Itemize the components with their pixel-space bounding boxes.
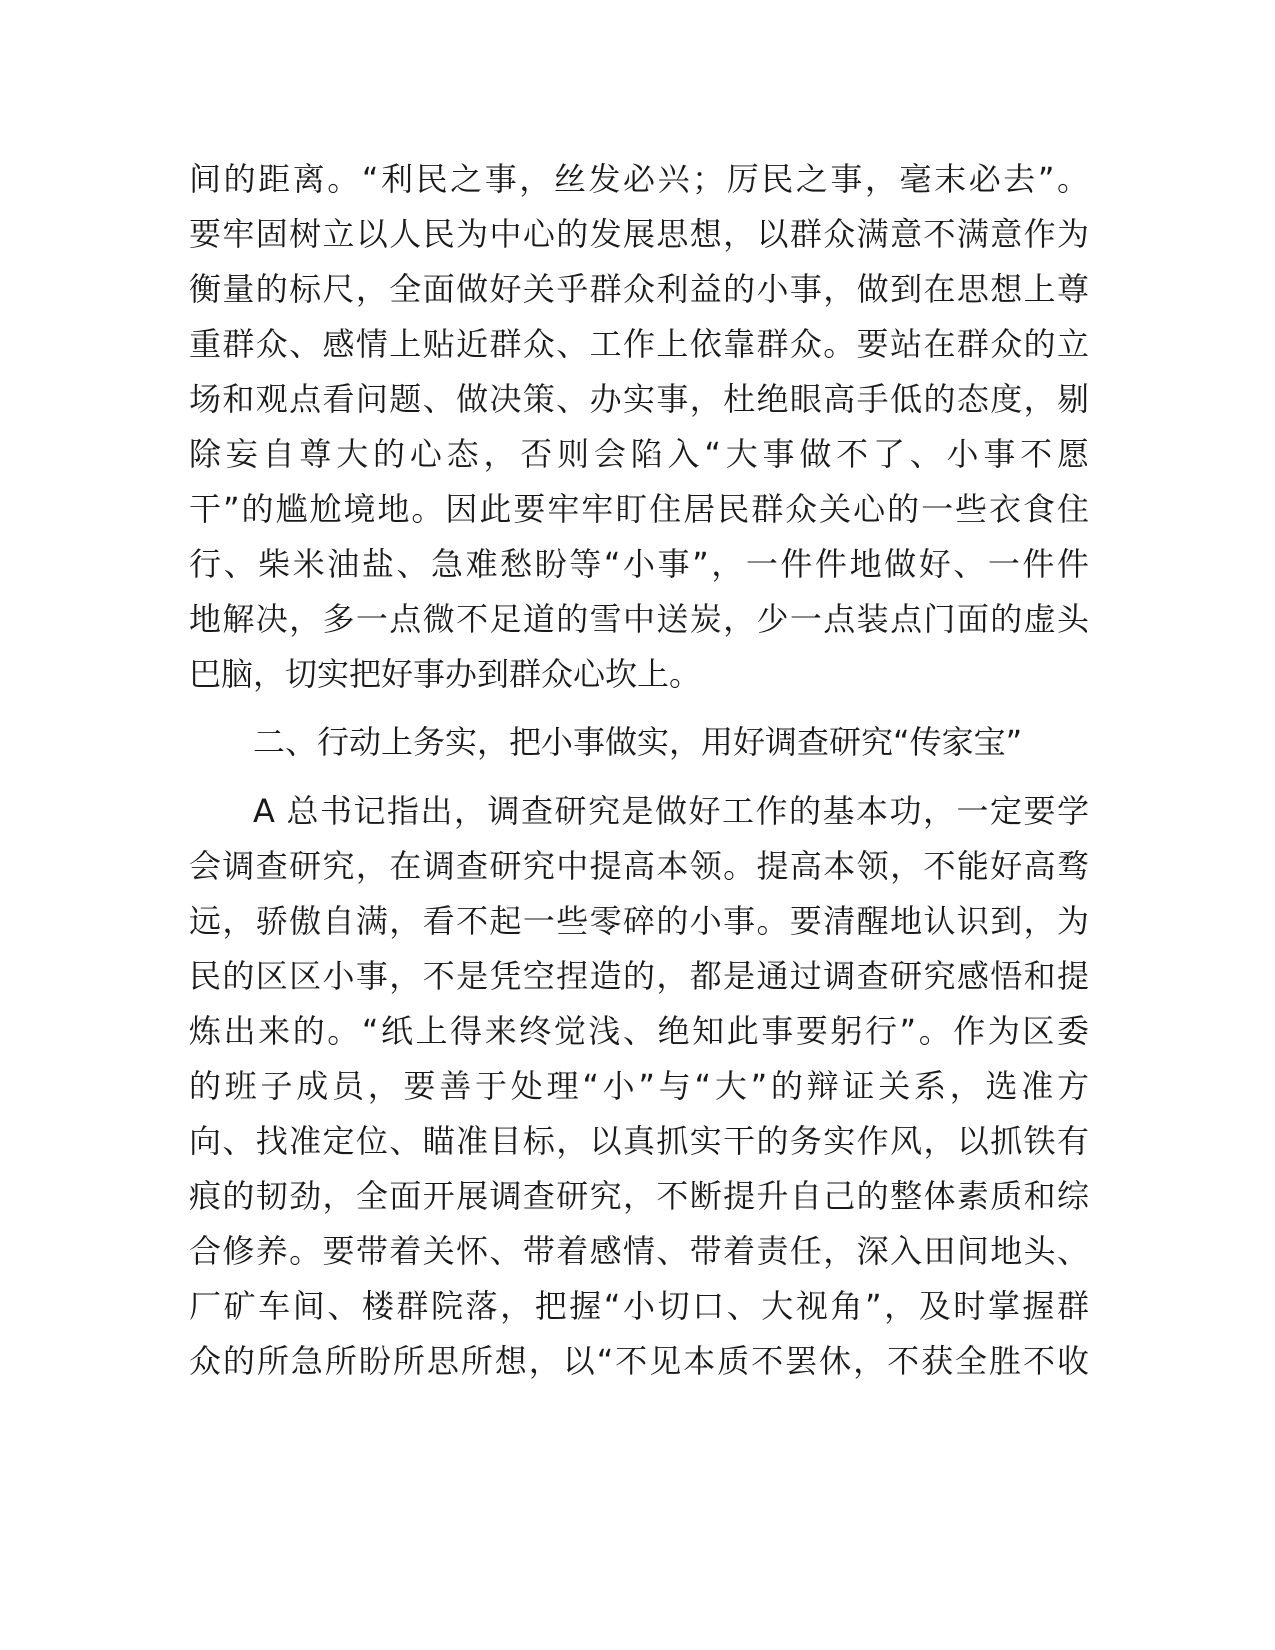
text-line: 炼出来的。“纸上得来终觉浅、绝知此事要躬行”。作为区委 xyxy=(189,1012,1089,1050)
text-line: 痕的韧劲，全面开展调查研究，不断提升自己的整体素质和综 xyxy=(189,1177,1089,1215)
section-heading: 二、行动上务实，把小事做实，用好调查研究“传家宝” xyxy=(253,723,1023,761)
text-line: A 总书记指出，调查研究是做好工作的基本功，一定要学 xyxy=(253,792,1089,830)
text-line: 合修养。要带着关怀、带着感情、带着责任，深入田间地头、 xyxy=(189,1232,1089,1270)
text-line: 间的距离。“利民之事，丝发必兴；厉民之事，毫末必去”。 xyxy=(189,160,1089,198)
text-line: 场和观点看问题、做决策、办实事，杜绝眼高手低的态度，剔 xyxy=(189,380,1089,418)
text-line: 巴脑，切实把好事办到群众心坎上。 xyxy=(189,655,702,693)
text-line: 厂矿车间、楼群院落，把握“小切口、大视角”，及时掌握群 xyxy=(189,1287,1089,1325)
text-line: 要牢固树立以人民为中心的发展思想，以群众满意不满意作为 xyxy=(189,215,1089,253)
text-line: 民的区区小事，不是凭空捏造的，都是通过调查研究感悟和提 xyxy=(189,957,1089,995)
text-line: 重群众、感情上贴近群众、工作上依靠群众。要站在群众的立 xyxy=(189,325,1089,363)
text-line: 行、柴米油盐、急难愁盼等“小事”，一件件地做好、一件件 xyxy=(189,545,1089,583)
text-line: 会调查研究，在调查研究中提高本领。提高本领，不能好高骛 xyxy=(189,847,1089,885)
text-line: 地解决，多一点微不足道的雪中送炭，少一点装点门面的虚头 xyxy=(189,600,1089,638)
text-line: 干”的尴尬境地。因此要牢牢盯住居民群众关心的一些衣食住 xyxy=(189,490,1089,528)
text-line: 众的所急所盼所思所想，以“不见本质不罢休，不获全胜不收 xyxy=(189,1342,1089,1380)
text-line: 远，骄傲自满，看不起一些零碎的小事。要清醒地认识到，为 xyxy=(189,902,1089,940)
text-line: 向、找准定位、瞄准目标，以真抓实干的务实作风，以抓铁有 xyxy=(189,1122,1089,1160)
text-line: 的班子成员，要善于处理“小”与“大”的辩证关系，选准方 xyxy=(189,1067,1089,1105)
text-line: 衡量的标尺，全面做好关乎群众利益的小事，做到在思想上尊 xyxy=(189,270,1089,308)
text-line: 除妄自尊大的心态，否则会陷入“大事做不了、小事不愿 xyxy=(189,435,1089,473)
